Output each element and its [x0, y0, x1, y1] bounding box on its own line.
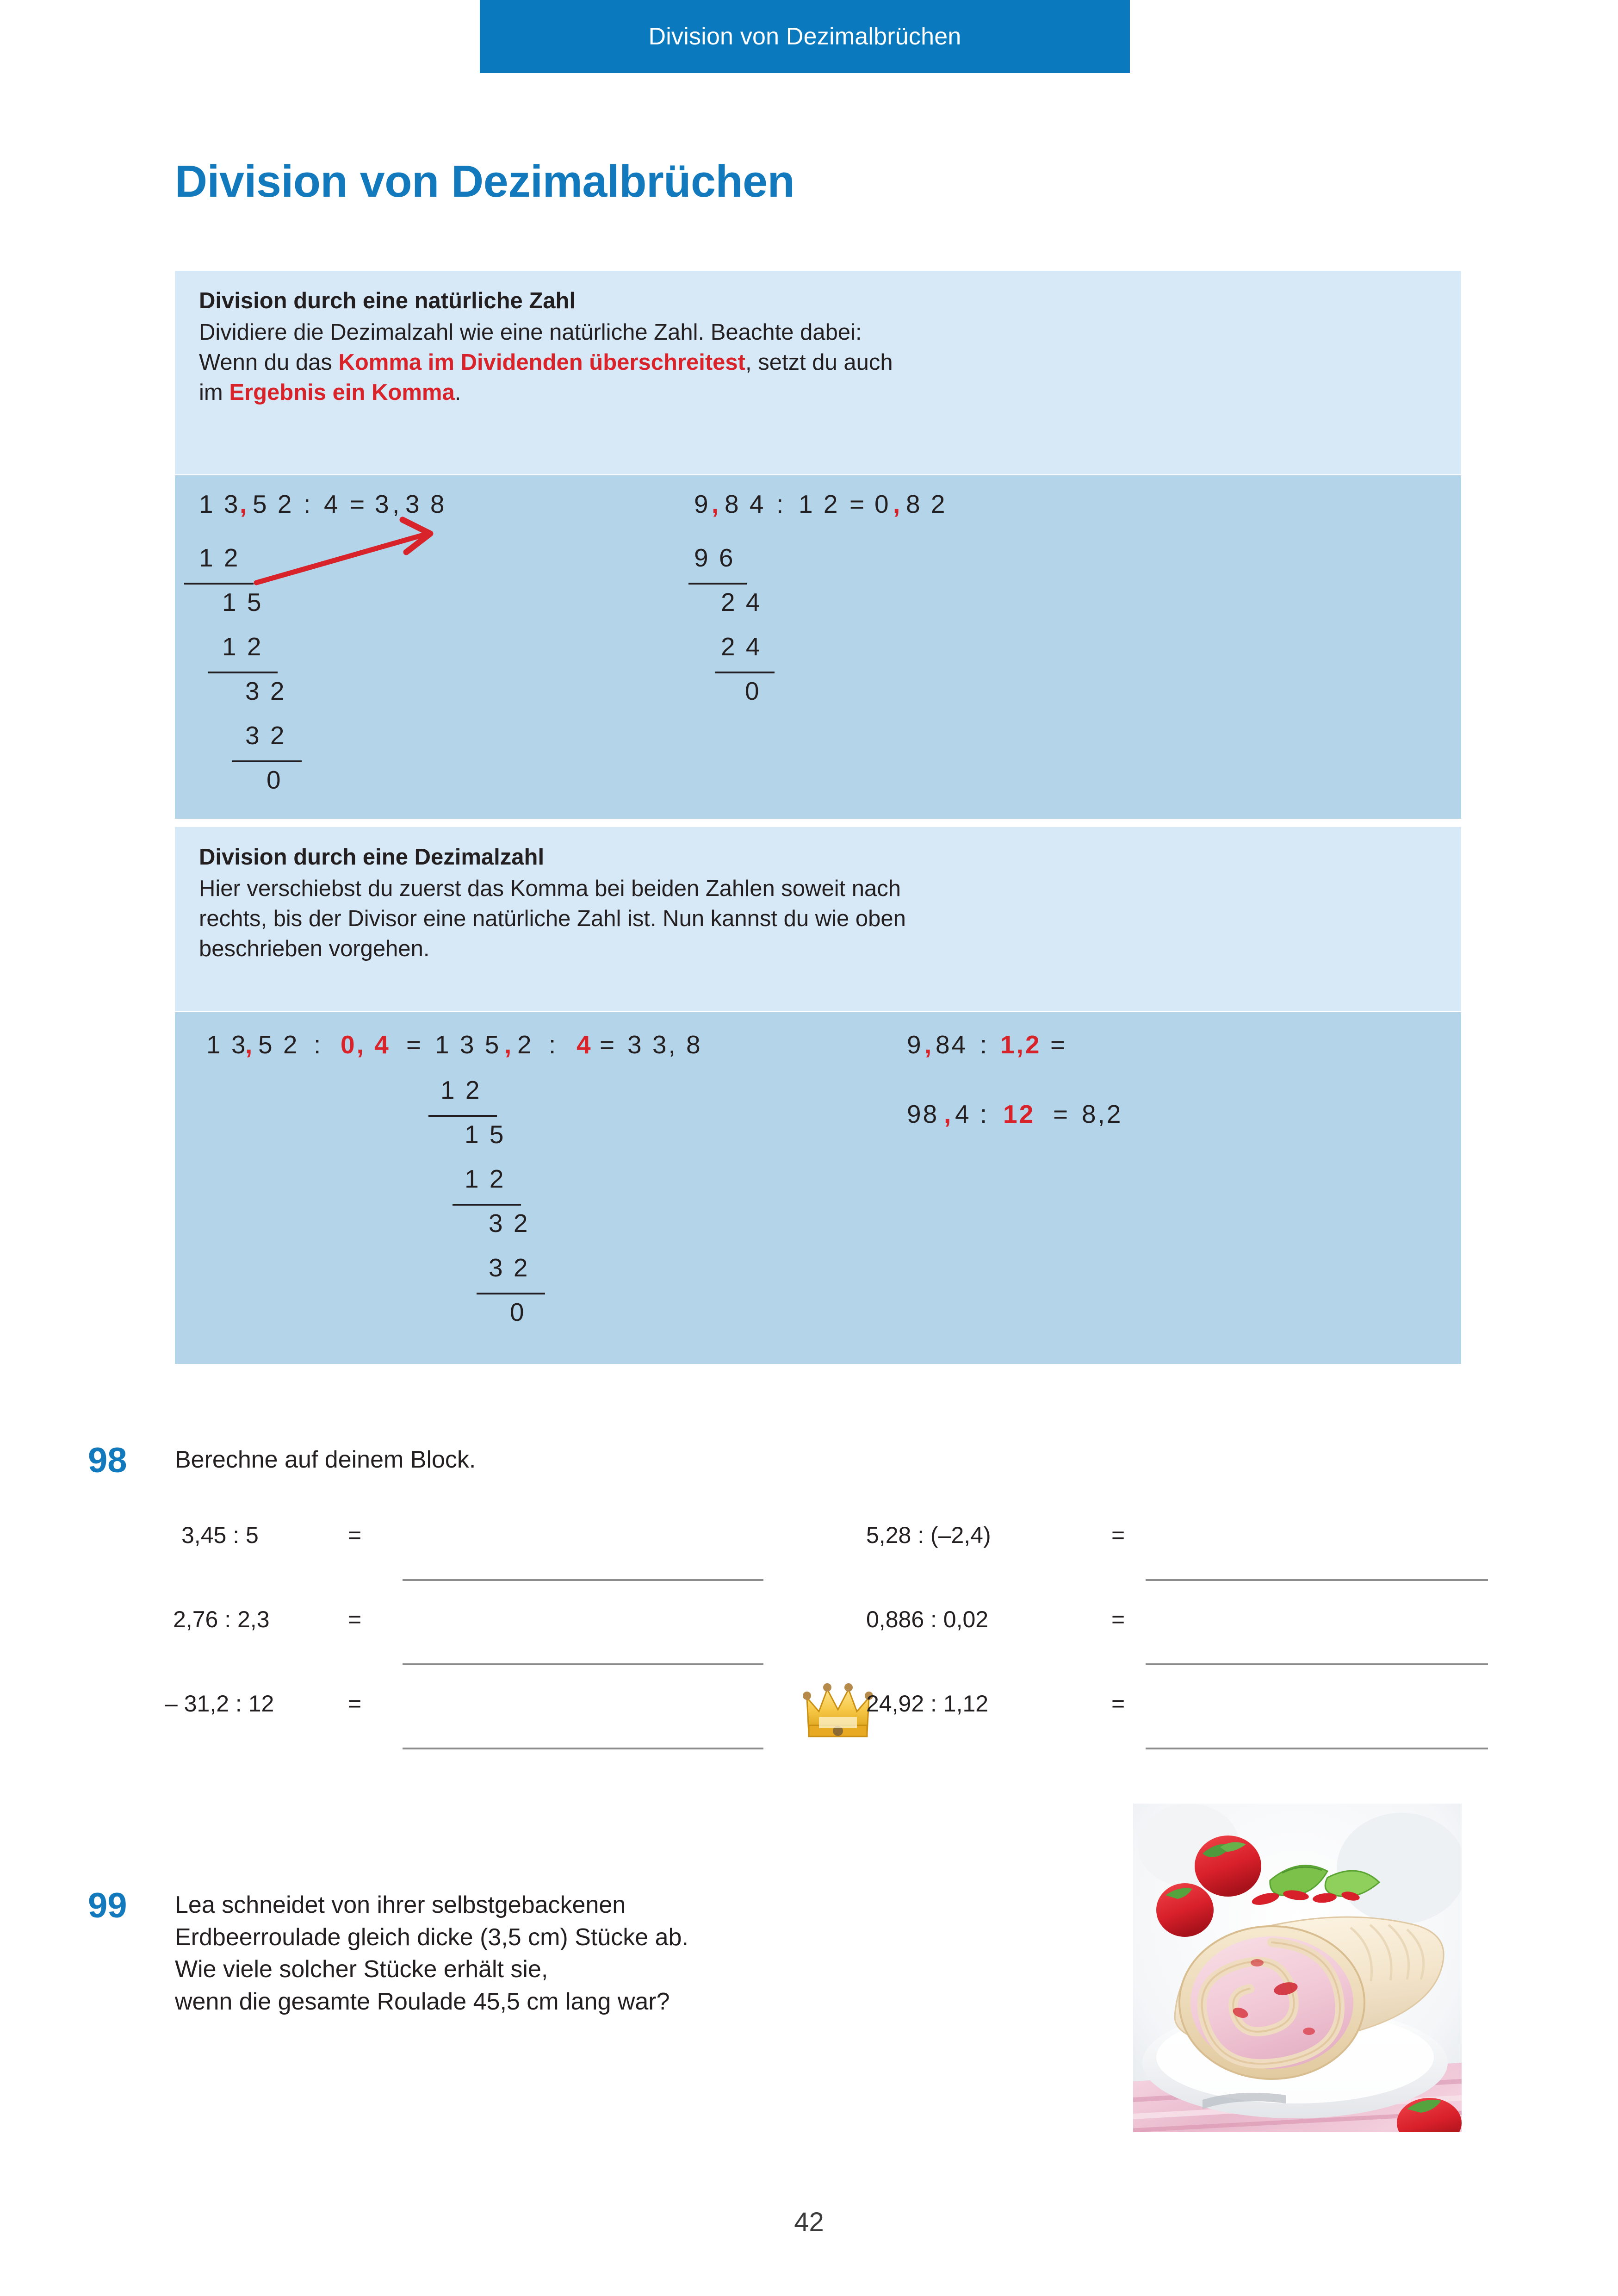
calc4-l2-equals: =: [1053, 1100, 1070, 1128]
calc3-step-3: 1 2: [465, 1164, 506, 1193]
task-equals: =: [1111, 1691, 1125, 1717]
info-box-1-emphasis-2: Ergebnis ein Komma: [229, 380, 455, 405]
calc1-step-2: 1 5: [222, 588, 263, 616]
info-box-1-line-3-b: .: [454, 380, 461, 405]
calc3-equals-1: =: [406, 1030, 423, 1059]
info-box-1-line-2-a: Wenn du das: [199, 349, 339, 375]
calc3-divisor-2-red: 4: [577, 1030, 593, 1059]
calc3-step-5: 3 2: [489, 1253, 530, 1282]
info-box-decimal-divisor-text: [175, 827, 1461, 1011]
calc3-remainder: 0: [510, 1298, 526, 1326]
calc1-colon: :: [304, 490, 313, 518]
calc2-quotient-int: 0: [874, 490, 891, 518]
info-box-2-line-1: Hier verschiebst du zuerst das Komma bei beiden Zahlen soweit nach: [199, 876, 901, 901]
calc4-l1-colon: :: [980, 1030, 989, 1059]
calc3-colon-1: :: [314, 1030, 323, 1059]
calc4-l1-divisor: 1,2: [1000, 1030, 1041, 1059]
calc3-colon-2: :: [549, 1030, 558, 1059]
calc2-dividend-int: 9: [694, 490, 710, 518]
calc1-dividend-int: 1 3: [199, 490, 240, 518]
crown-icon: [803, 1679, 873, 1744]
calc4-l1-comma: ,: [924, 1030, 934, 1059]
info-box-2-line-3: beschrieben vorgehen.: [199, 936, 430, 962]
calc2-quotient-comma: ,: [893, 490, 902, 518]
task-expression: 24,92 : 1,12: [866, 1691, 989, 1717]
task-equals: =: [348, 1691, 362, 1717]
info-box-2-heading: Division durch eine Dezimalzahl: [199, 845, 545, 870]
strawberry-roulade-photo: [1133, 1804, 1462, 2132]
calc4-l2-frac: 4: [955, 1100, 971, 1128]
calc4-l2-comma: ,: [944, 1100, 953, 1128]
calc1-step-5: 3 2: [245, 721, 286, 750]
calc3-b-comma: ,: [504, 1030, 514, 1059]
worked-examples-natural-divisor: [175, 475, 1461, 819]
task-expression: – 31,2 : 12: [165, 1691, 274, 1717]
calc1-dividend-frac: 5 2: [253, 490, 294, 518]
calc1-quotient-int: 3: [375, 490, 391, 518]
calc1-dividend-comma: ,: [240, 490, 249, 518]
calc3-equals-2: =: [600, 1030, 617, 1059]
page-number: 42: [794, 2207, 824, 2237]
calc4-l1-equals: =: [1050, 1030, 1067, 1059]
info-box-1-line-1: Dividiere die Dezimalzahl wie eine natürliche Zahl. Beachte dabei:: [199, 319, 862, 345]
calc3-a-int: 1 3: [206, 1030, 248, 1059]
exercise-99-number: 99: [88, 1886, 127, 1925]
calc3-b-frac: 2: [517, 1030, 533, 1059]
calc2-rule-2: [715, 672, 775, 673]
calc3-a-comma: ,: [245, 1030, 254, 1059]
calc-example-2: [175, 475, 1461, 819]
task-expression: 5,28 : (–2,4): [866, 1522, 991, 1548]
calc1-step-4: 3 2: [245, 677, 286, 705]
calc4-l2-divisor: 12: [1003, 1100, 1035, 1128]
task-equals: =: [1111, 1522, 1125, 1548]
calc1-step-1: 1 2: [199, 543, 240, 572]
calc1-equals: =: [350, 490, 367, 518]
page-header-banner: [480, 0, 1130, 73]
banner-title: Division von Dezimalbrüchen: [648, 23, 961, 50]
calc1-step-3: 1 2: [222, 632, 263, 661]
calc2-step-3: 2 4: [721, 632, 762, 661]
calc4-l1-frac: 84: [936, 1030, 968, 1059]
calc2-remainder: 0: [745, 677, 761, 705]
calc2-rule-1: [688, 583, 747, 585]
exercise-99-line-1: Lea schneidet von ihrer selbstgebackenen: [175, 1892, 626, 1918]
calc-example-4: [175, 1012, 1461, 1364]
answer-line[interactable]: [1146, 1579, 1488, 1581]
info-box-1-line-2: [199, 348, 1437, 378]
exercise-99-line-2: Erdbeerroulade gleich dicke (3,5 cm) Stücke ab.: [175, 1923, 688, 1951]
info-box-1-line-2-b: , setzt du auch: [745, 349, 893, 375]
calc3-step-2: 1 5: [465, 1120, 506, 1149]
calc2-dividend-frac: 8 4: [725, 490, 766, 518]
calc4-l2-int: 98: [907, 1100, 939, 1128]
calc1-quotient-comma: ,: [392, 490, 402, 518]
calc2-step-2: 2 4: [721, 588, 762, 616]
answer-line[interactable]: [1146, 1663, 1488, 1665]
calc2-step-1: 9 6: [694, 543, 735, 572]
calc3-result: 3 3, 8: [627, 1030, 702, 1059]
calc1-remainder: 0: [267, 765, 283, 794]
info-box-1-heading: Division durch eine natürliche Zahl: [199, 288, 576, 313]
task-expression: 2,76 : 2,3: [173, 1606, 270, 1632]
task-equals: =: [348, 1606, 362, 1632]
calc2-colon: :: [776, 490, 786, 518]
info-box-natural-divisor-text: [175, 271, 1461, 474]
info-box-1-line-3-a: im: [199, 380, 229, 405]
calc2-divisor: 1 2: [799, 490, 840, 518]
calc4-l1-int: 9: [907, 1030, 923, 1059]
answer-line[interactable]: [403, 1579, 763, 1581]
worked-examples-decimal-divisor: [175, 1012, 1461, 1364]
calc1-divisor: 4: [324, 490, 340, 518]
exercise-98-instruction: Berechne auf deinem Block.: [175, 1446, 476, 1473]
task-equals: =: [348, 1522, 362, 1548]
calc2-dividend-comma: ,: [712, 490, 721, 518]
task-equals: =: [1111, 1606, 1125, 1632]
calc3-b-int: 1 3 5: [435, 1030, 501, 1059]
task-expression: 3,45 : 5: [181, 1522, 259, 1548]
answer-line[interactable]: [1146, 1748, 1488, 1749]
answer-line[interactable]: [403, 1663, 763, 1665]
calc3-step-4: 3 2: [489, 1209, 530, 1238]
calc4-l2-result: 8,2: [1082, 1100, 1123, 1128]
exercise-98-number: 98: [88, 1441, 127, 1480]
page-title: Division von Dezimalbrüchen: [175, 156, 795, 206]
answer-line[interactable]: [403, 1748, 763, 1749]
calc2-equals: =: [849, 490, 867, 518]
calc3-step-1: 1 2: [440, 1076, 482, 1104]
info-box-1-emphasis-1: Komma im Dividenden überschreitest: [338, 349, 745, 375]
calc4-l2-colon: :: [980, 1100, 989, 1128]
exercise-99-line-3: Wie viele solcher Stücke erhält sie,: [175, 1956, 548, 1983]
calc3-divisor-red: 0, 4: [341, 1030, 391, 1059]
calc1-quotient-frac: 3 8: [405, 490, 446, 518]
info-box-2-line-2: rechts, bis der Divisor eine natürliche Zahl ist. Nun kannst du wie oben: [199, 906, 906, 931]
calc2-quotient-frac: 8 2: [906, 490, 947, 518]
exercise-99-line-4: wenn die gesamte Roulade 45,5 cm lang war?: [175, 1988, 670, 2016]
info-box-1-line-3: [199, 378, 1437, 408]
calc3-a-frac: 5 2: [258, 1030, 299, 1059]
task-expression: 0,886 : 0,02: [866, 1606, 989, 1632]
